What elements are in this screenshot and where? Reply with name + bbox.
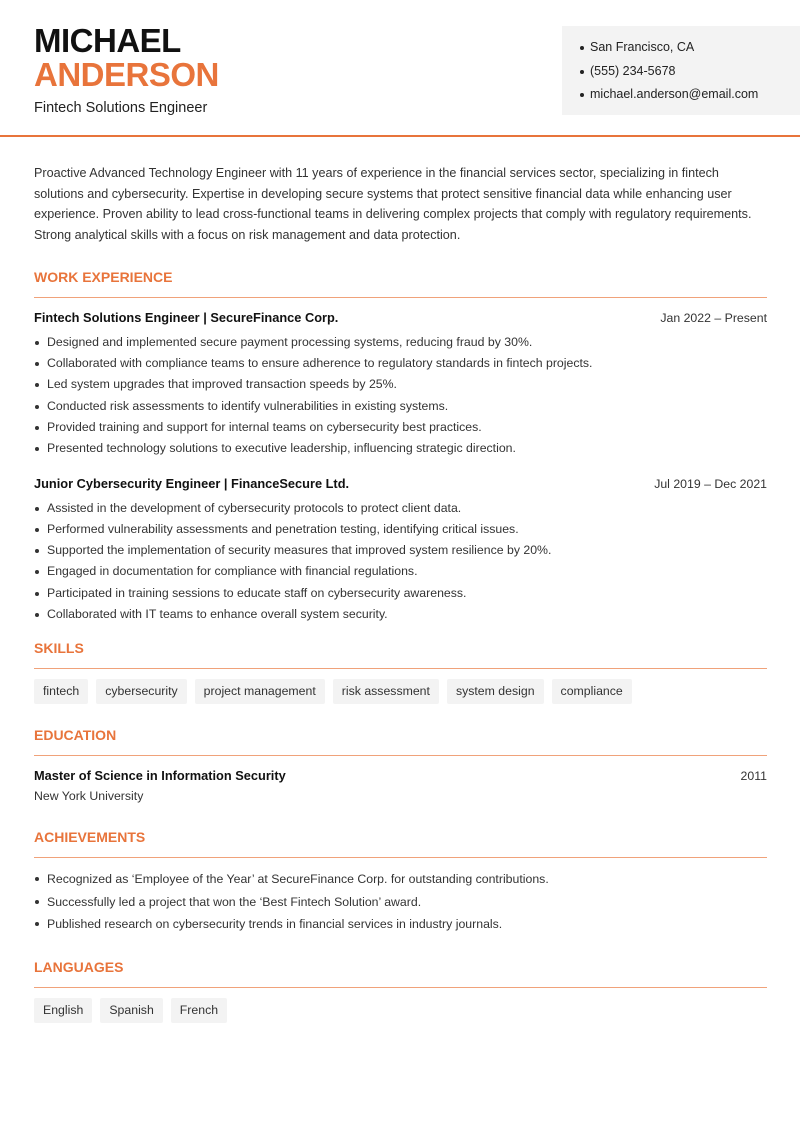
section-title: SKILLS bbox=[34, 637, 767, 669]
job-bullets bbox=[34, 498, 767, 626]
education-school: New York University bbox=[34, 789, 144, 804]
language-tag: French bbox=[171, 998, 227, 1023]
job-entry bbox=[34, 308, 767, 460]
list-item: Designed and implemented secure payment processing systems, reducing fraud by 30%. bbox=[34, 332, 767, 353]
section-title: LANGUAGES bbox=[34, 956, 767, 988]
list-item: Presented technology solutions to executive leadership, influencing strategic direction. bbox=[34, 438, 767, 459]
summary: Proactive Advanced Technology Engineer with 11 years of experience in the financial services sector, specializing in fintech solutions and cybersecurity. Expertise in developing secure systems that protect sensitive financial data while enhancing user experience. Proven ability to lead cross-functional teams in delivering complex projects that comply with regulatory requirements. Strong analytical skills with a focus on risk management and data protection. bbox=[34, 166, 752, 243]
job-date: Jan 2022 – Present bbox=[660, 310, 767, 325]
list-item: Assisted in the development of cybersecurity protocols to protect client data. bbox=[34, 498, 767, 519]
candidate-name bbox=[34, 24, 219, 91]
list-item: Conducted risk assessments to identify vulnerabilities in existing systems. bbox=[34, 396, 767, 417]
contact-email: michael.anderson@email.com bbox=[580, 83, 800, 107]
resume-header bbox=[0, 0, 800, 137]
job-role: Junior Cybersecurity Engineer | FinanceSecure Ltd. bbox=[34, 475, 350, 491]
job-title: Fintech Solutions Engineer bbox=[34, 100, 208, 116]
list-item: Performed vulnerability assessments and penetration testing, identifying critical issues. bbox=[34, 519, 767, 540]
contact-box bbox=[562, 26, 800, 115]
resume-body bbox=[34, 163, 767, 1023]
education-section bbox=[34, 724, 767, 806]
achievements-section bbox=[34, 826, 767, 936]
skill-tag: risk assessment bbox=[333, 679, 439, 704]
list-item: Successfully led a project that won the ‘Best Fintech Solution’ award. bbox=[34, 891, 767, 914]
skills-section bbox=[34, 637, 767, 704]
list-item: Engaged in documentation for compliance with financial regulations. bbox=[34, 561, 767, 582]
section-title: ACHIEVEMENTS bbox=[34, 826, 767, 858]
section-title: WORK EXPERIENCE bbox=[34, 266, 767, 298]
contact-list bbox=[580, 36, 800, 107]
contact-phone: (555) 234-5678 bbox=[580, 60, 800, 84]
first-name: MICHAEL bbox=[34, 22, 181, 59]
job-role: Fintech Solutions Engineer | SecureFinance Corp. bbox=[34, 309, 339, 325]
section-title: EDUCATION bbox=[34, 724, 767, 756]
skill-tag: system design bbox=[447, 679, 544, 704]
last-name: ANDERSON bbox=[34, 56, 219, 93]
list-item: Participated in training sessions to educate staff on cybersecurity awareness. bbox=[34, 583, 767, 604]
list-item: Supported the implementation of security measures that improved system resilience by 20%. bbox=[34, 540, 767, 561]
list-item: Provided training and support for internal teams on cybersecurity best practices. bbox=[34, 417, 767, 438]
job-bullets bbox=[34, 332, 767, 460]
job-date: Jul 2019 – Dec 2021 bbox=[654, 476, 767, 491]
list-item: Collaborated with IT teams to enhance overall system security. bbox=[34, 604, 767, 625]
skill-tag: fintech bbox=[34, 679, 88, 704]
education-degree: Master of Science in Information Security bbox=[34, 768, 286, 784]
education-year: 2011 bbox=[740, 769, 767, 784]
skill-tag: cybersecurity bbox=[96, 679, 186, 704]
list-item: Led system upgrades that improved transaction speeds by 25%. bbox=[34, 374, 767, 395]
job-entry bbox=[34, 474, 767, 626]
contact-location: San Francisco, CA bbox=[580, 36, 800, 60]
languages-section bbox=[34, 956, 767, 1023]
achievement-bullets bbox=[34, 868, 767, 936]
skill-tag: project management bbox=[195, 679, 325, 704]
list-item: Recognized as ‘Employee of the Year’ at SecureFinance Corp. for outstanding contributions. bbox=[34, 868, 767, 891]
language-tag: English bbox=[34, 998, 92, 1023]
list-item: Published research on cybersecurity trends in financial services in industry journals. bbox=[34, 913, 767, 936]
skill-tag: compliance bbox=[552, 679, 632, 704]
skills-tags bbox=[34, 679, 767, 704]
language-tags bbox=[34, 998, 767, 1023]
list-item: Collaborated with compliance teams to ensure adherence to regulatory standards in fintech projects. bbox=[34, 353, 767, 374]
language-tag: Spanish bbox=[100, 998, 162, 1023]
work-experience-section bbox=[34, 266, 767, 626]
